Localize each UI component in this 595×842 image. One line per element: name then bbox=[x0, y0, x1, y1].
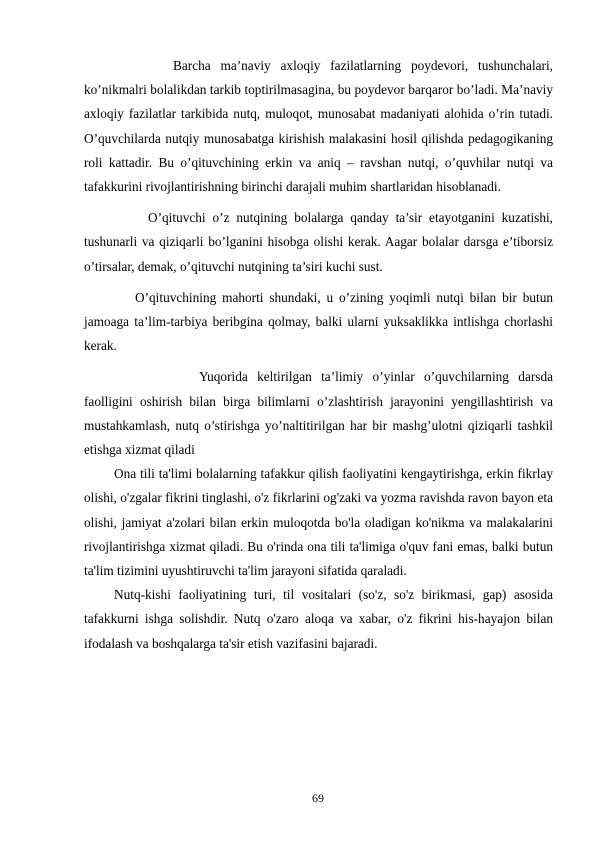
paragraph-2: O’qituvchi o’z nutqining bolalarga qanday ta’sir etayotganini kuzatishi, tushunarli va qiziqarli bo’lganini hisobga olishi kerak. Aagar bolalar darsga e’tiborsiz o’tirsalar, demak, o’qituvchi nutqining ta’siri kuchi sust. bbox=[84, 210, 553, 274]
paragraph-1: Barcha ma’naviy axloqiy fazilatlarning poydevori, tushunchalari, ko’nikmalri bolalikdan tarkib toptirilmasagina, bu poydevor barqaror bo’ladi. Ma’naviy axloqiy fazilatlar tarkibida nutq, muloqot, munosabat madaniyati alohida o’rin tutadi. O’quvchilarda nutqiy munosabatga kirishish malakasini hosil qilishda pedagogikaning roli kattadir. Bu o’qituvchining erkin va aniq – ravshan nutqi, o’quvhilar nutqi va tafakkurini rivojlantirishning birinchi darajali muhim shartlaridan hisoblanadi. bbox=[84, 58, 553, 195]
paragraph-5: Ona tili ta'limi bolalarning tafakkur qilish faoliyatini kengaytirishga, erkin fikrlay olishi, o'zgalar fikrini tinglashi, o'z fikrlarini og'zaki va yozma ravishda ravon bayon eta olishi, jamiyat a'zolari bilan erkin muloqotda bo'la oladigan ko'nikma va malakalarini rivojlantirishga xizmat qiladi. Bu o'rinda ona tili ta'limiga o'quv fani emas, balki butun ta'lim tizimini uyushtiruvchi ta'lim jarayoni sifatida qaraladi. bbox=[84, 466, 553, 579]
paragraph-6: Nutq-kishi faoliyatining turi, til vositalari (so'z, so'z birikmasi, gap) asosida tafakkurni ishga solishdir. Nutq o'zaro aloqa va xabar, o'z fikrini his-hayajon bilan ifodalash va boshqalarga ta'sir etish vazifasini bajaradi. bbox=[84, 587, 553, 651]
page-number: 69 bbox=[312, 791, 324, 805]
paragraph-3: O’qituvchining mahorti shundaki, u o’zining yoqimli nutqi bilan bir butun jamoaga ta’lim-tarbiya beribgina qolmay, balki ularni yuksaklikka intlishga chorlashi kerak. bbox=[84, 289, 553, 354]
paragraph-4: Yuqorida keltirilgan ta’limiy o’yinlar o’quvchilarning darsda faolligini oshirish bilan birga bilimlarni o’zlashtirish jarayonini yengillashtirish va mustahkamlash, nutq o’stirishga yo’naltitirilgan har bir mashg’ulotni qiziqarli tashkil etishga xizmat qiladi bbox=[84, 369, 553, 458]
body-text bbox=[84, 54, 553, 656]
